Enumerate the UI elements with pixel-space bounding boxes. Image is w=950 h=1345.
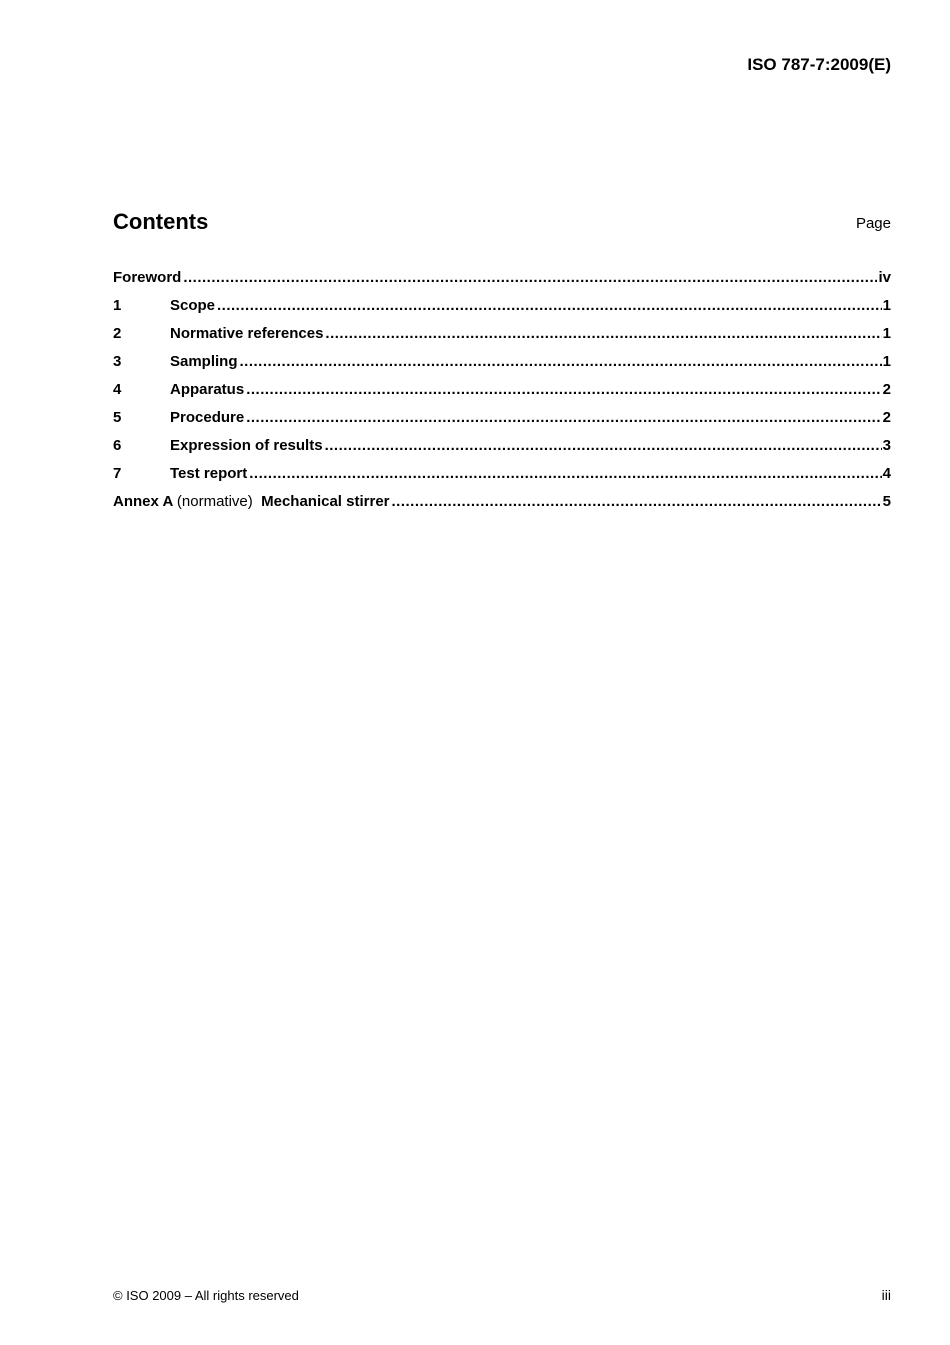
footer-page-number: iii — [881, 1287, 891, 1303]
toc-entry-page: 1 — [882, 353, 891, 370]
contents-title: Contents — [113, 209, 209, 234]
toc-entry-title: Sampling — [170, 353, 238, 370]
toc-entry-number: 3 — [113, 353, 122, 370]
toc-entry-title: Procedure — [170, 409, 245, 426]
toc-entry-number: 1 — [113, 297, 122, 314]
toc-entry-page: 3 — [882, 437, 891, 454]
toc-entry-page: 1 — [882, 297, 891, 314]
toc-entry-page: 1 — [882, 325, 891, 342]
toc-entry-title: Normative references — [170, 325, 324, 342]
toc-entry-expression-of-results[interactable] — [113, 436, 891, 464]
toc-entry-annex-a[interactable] — [113, 492, 891, 520]
toc-annex-qualifier: (normative) — [176, 493, 253, 510]
toc-entry-title: Test report — [170, 465, 248, 482]
toc-dot-leader — [240, 352, 882, 372]
toc-dot-leader — [325, 324, 881, 344]
toc-entry-page: 5 — [882, 493, 891, 510]
toc-dot-leader — [246, 408, 881, 428]
toc-dot-leader — [392, 492, 882, 512]
toc-dot-leader — [246, 380, 881, 400]
toc-entry-page: 2 — [882, 409, 891, 426]
toc-entry-page: 4 — [882, 465, 891, 482]
toc-entry-title: Expression of results — [170, 437, 323, 454]
toc-entry-sampling[interactable] — [113, 352, 891, 380]
toc-dot-leader — [183, 268, 877, 288]
toc-entry-normative-references[interactable] — [113, 324, 891, 352]
toc-dot-leader — [249, 464, 881, 484]
toc-entry-page: iv — [878, 269, 891, 286]
document-id: ISO 787-7:2009(E) — [747, 55, 891, 74]
contents-header — [113, 208, 891, 238]
toc-entry-number: 4 — [113, 381, 122, 398]
toc-entry-number: 6 — [113, 437, 122, 454]
footer-copyright: © ISO 2009 – All rights reserved — [113, 1288, 299, 1303]
toc-entry-title: Scope — [170, 297, 216, 314]
toc-entry-title: Apparatus — [170, 381, 245, 398]
table-of-contents — [113, 268, 891, 520]
toc-annex-heading — [113, 492, 390, 512]
toc-entry-foreword[interactable] — [113, 268, 891, 296]
toc-entry-procedure[interactable] — [113, 408, 891, 436]
toc-entry-title: Foreword — [113, 269, 182, 286]
toc-dot-leader — [325, 436, 882, 456]
toc-entry-test-report[interactable] — [113, 464, 891, 492]
toc-entry-scope[interactable] — [113, 296, 891, 324]
toc-dot-leader — [217, 296, 882, 316]
toc-entry-page: 2 — [882, 381, 891, 398]
toc-annex-title: Mechanical stirrer — [261, 493, 390, 510]
toc-entry-number: 7 — [113, 465, 122, 482]
page-column-label: Page — [855, 215, 891, 232]
toc-entry-number: 2 — [113, 325, 122, 342]
toc-entry-number: 5 — [113, 409, 122, 426]
toc-entry-apparatus[interactable] — [113, 380, 891, 408]
toc-annex-label: Annex A — [113, 493, 173, 510]
